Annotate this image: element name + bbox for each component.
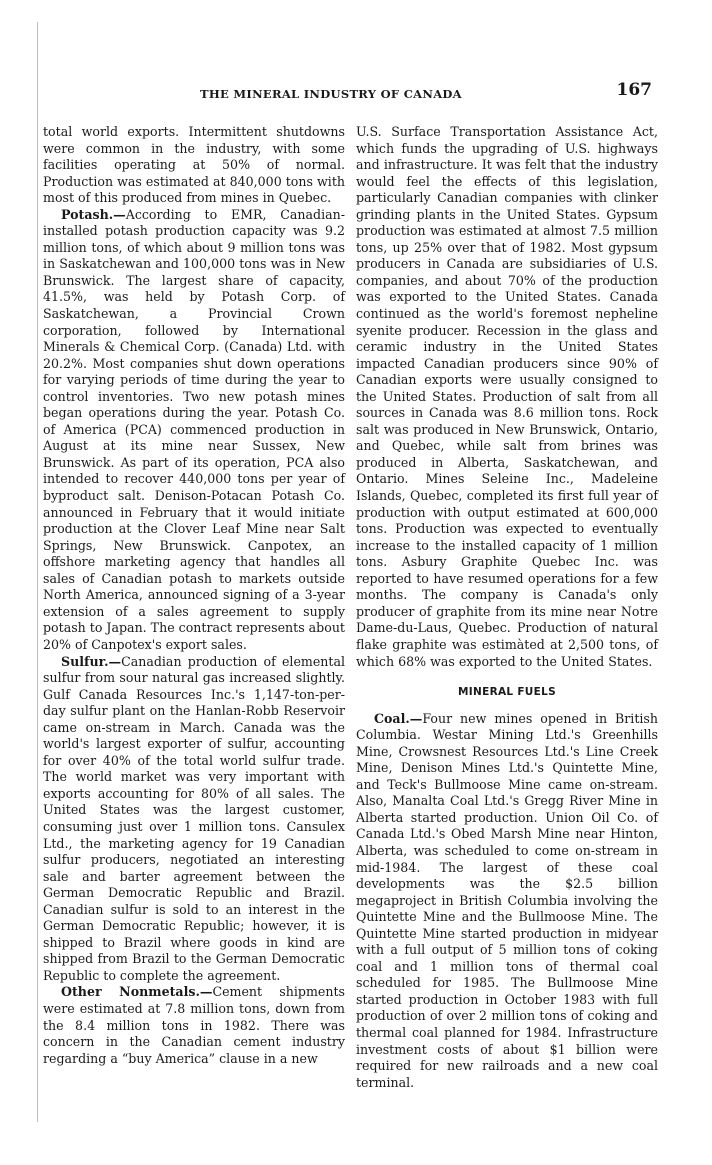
- paragraph-sulfur: [43, 654, 345, 985]
- right-column: [356, 124, 658, 1091]
- page-edge-line: [37, 22, 38, 1122]
- sulfur-text: Canadian production of elemental sulfur from sour natural gas increased slightly. Gulf Canada Resources Inc.'s 1,147-ton-per-day sulfur plant on the Hanlan-Robb Reservoir came on-stream in March. Canada was the world's largest exporter of sulfur, accounting for over 40% of the total world sulfur trade. The world market was very important with exports accounting for 80% of all sales. The United States was the largest customer, consuming just over 1 million tons. Cansulex Ltd., the marketing agency for 19 Canadian sulfur producers, negotiated an interesting sale and barter agreement between the German Democratic Republic and Brazil. Canadian sulfur is sold to an interest in the German Democratic Republic; however, it is shipped to Brazil where goods in kind are shipped from Brazil to the German Democratic Republic to complete the agreement.: [43, 653, 345, 983]
- paragraph-other-nonmetals: [43, 984, 345, 1067]
- sulfur-heading: Sulfur.—: [61, 653, 122, 669]
- other-nonmetals-heading: Other Nonmetals.—: [61, 984, 213, 1000]
- section-heading-mineral-fuels: MINERAL FUELS: [458, 686, 556, 699]
- left-column: [43, 124, 345, 1067]
- other-nonmetals-text: Cement shipments were estimated at 7.8 million tons, down from the 8.4 million tons in 1982. There was concern in the Canadian cement industry regarding a “buy America” clause in a new: [43, 984, 346, 1066]
- paragraph-continued: total world exports. Intermittent shutdowns were common in the industry, with some facilities operating at 50% of normal. Production was estimated at 840,000 tons with most of this produced from mines in Quebec.: [43, 124, 345, 206]
- page-number: 167: [616, 80, 652, 100]
- paragraph-nonmetals-continued: U.S. Surface Transportation Assistance Act, which funds the upgrading of U.S. highways and infrastructure. It was felt that the industry would feel the effects of this legislation, particularly Canadian companies with clinker grinding plants in the United States. Gypsum production was estimated at almost 7.5 million tons, up 25% over that of 1982. Most gypsum producers in Canada are subsidiaries of U.S. companies, and about 70% of the production was exported to the United States. Canada continued as the world's foremost nepheline syenite producer. Recession in the glass and ceramic industry in the United States impacted Canadian producers since 90% of Canadian exports were usually consigned to the United States. Production of salt from all sources in Canada was 8.6 million tons. Rock salt was produced in New Brunswick, Ontario, and Quebec, while salt from brines was produced in Alberta, Saskatchewan, and Ontario. Mines Seleine Inc., Madeleine Islands, Quebec, completed its first full year of production with output estimated at 600,000 tons. Production was expected to eventually increase to the installed capacity of 1 million tons. Asbury Graphite Quebec Inc. was reported to have resumed operations for a few months. The company is Canada's only producer of graphite from its mine near Notre Dame-du-Laus, Quebec. Production of natural flake graphite was estimàted at 2,500 tons, of which 68% was exported to the United States.: [356, 124, 658, 669]
- coal-heading: Coal.—: [374, 710, 423, 726]
- page-header: [40, 78, 652, 108]
- potash-heading: Potash.—: [61, 206, 126, 222]
- potash-text: According to EMR, Canadian-installed potash production capacity was 9.2 million tons, of which about 9 million tons was in Saskatchewan and 100,000 tons was in New Brunswick. The largest share of capacity, 41.5%, was held by Potash Corp. of Saskatchewan, a Provincial Crown corporation, followed by International Minerals & Chemical Corp. (Canada) Ltd. with 20.2%. Most companies shut down operations for varying periods of time during the year to control inventories. Two new potash mines began operations during the year. Potash Co. of America (PCA) commenced production in August at its mine near Sussex, New Brunswick. As part of its operation, PCA also intended to recover 440,000 tons per year of byproduct salt. Denison-Potacan Potash Co. announced in February that it would initiate production at the Clover Leaf Mine near Salt Springs, New Brunswick. Canpotex, an offshore marketing agency that handles all sales of Canadian potash to markets outside North America, announced signing of a 3-year extension of a sales agreement to supply potash to Japan. The contract represents about 20% of Canpotex's export sales.: [43, 206, 345, 652]
- coal-text: Four new mines opened in British Columbia. Westar Mining Ltd.'s Greenhills Mine, Crowsnest Resources Ltd.'s Line Creek Mine, Denison Mines Ltd.'s Quintette Mine, and Teck's Bullmoose Mine came on-stream. Also, Manalta Coal Ltd.'s Gregg River Mine in Alberta started production. Union Oil Co. of Canada Ltd.'s Obed Marsh Mine near Hinton, Alberta, was scheduled to come on-stream in mid-1984. The largest of these coal developments was the $2.5 billion megaproject in British Columbia involving the Quintette Mine and the Bullmoose Mine. The Quintette Mine started production in midyear with a full output of 5 million tons of coking coal and 1 million tons of thermal coal scheduled for 1985. The Bullmoose Mine started production in October 1983 with full production of over 2 million tons of coking and thermal coal planned for 1984. Infrastructure investment costs of about $1 billion were required for new railroads and a new coal terminal.: [356, 710, 658, 1090]
- paragraph-coal: [356, 711, 658, 1092]
- running-title: THE MINERAL INDUSTRY OF CANADA: [200, 87, 462, 101]
- paragraph-potash: [43, 207, 345, 654]
